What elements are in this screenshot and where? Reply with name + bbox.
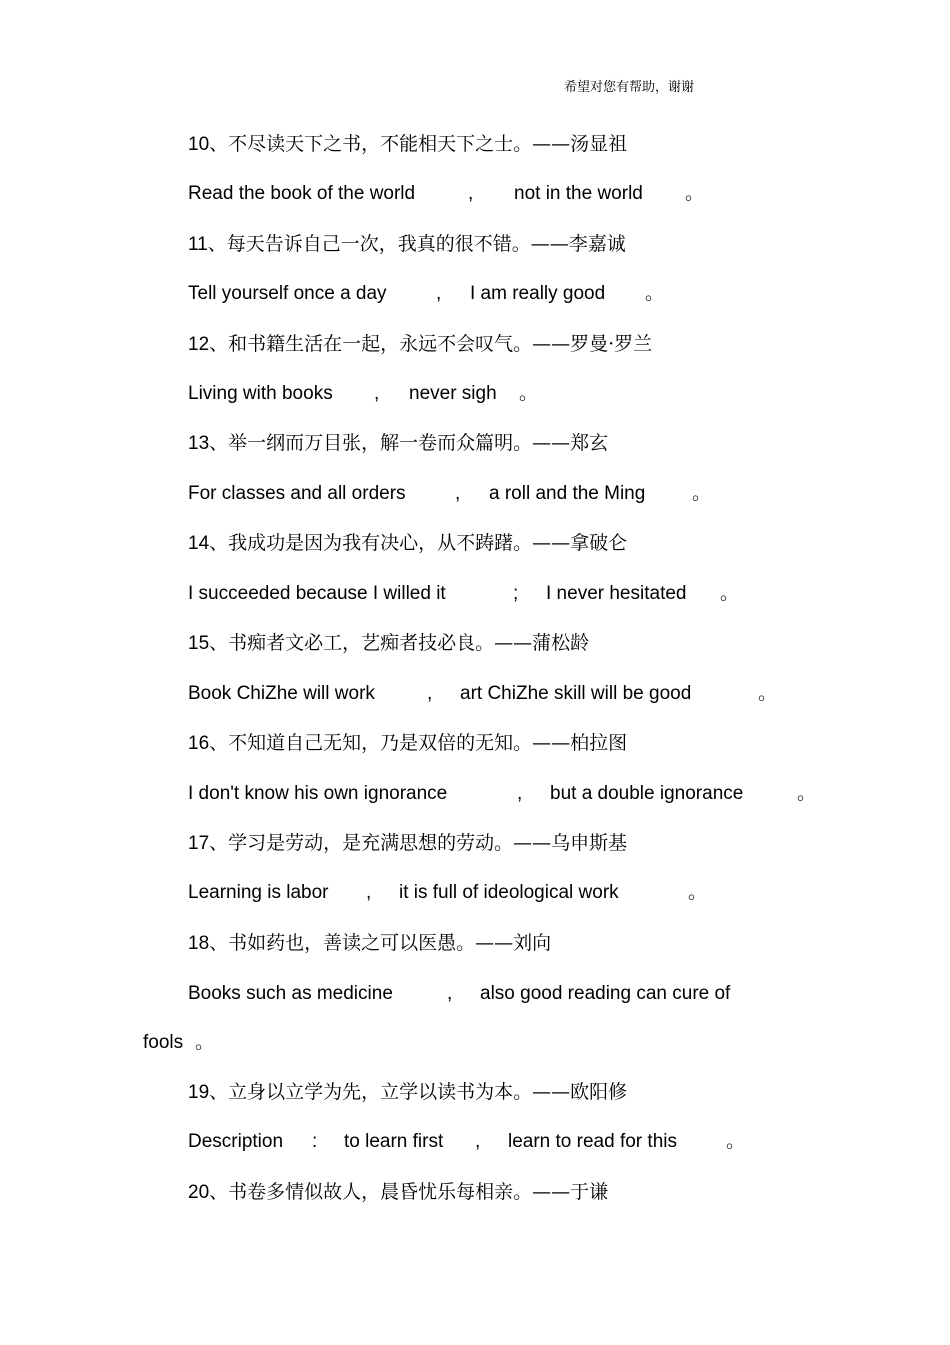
quote-15-english (188, 682, 777, 706)
end-mark: 。 (645, 283, 665, 304)
quote-text-zh: 、书痴者文必工，艺痴者技必良。——蒲松龄 (209, 632, 590, 654)
end-mark: 。 (688, 882, 708, 903)
quote-12-chinese (188, 332, 652, 357)
quote-19-english (188, 1130, 745, 1154)
quote-text-zh: 、我成功是因为我有决心，从不踌躇。——拿破仑 (209, 532, 628, 554)
quote-15-chinese (188, 631, 589, 656)
quote-16-english (188, 782, 816, 806)
quote-en-part-b: art ChiZhe skill will be good (460, 683, 692, 704)
quote-text-zh: 、和书籍生活在一起，永远不会叹气。——罗曼·罗兰 (209, 333, 653, 355)
quote-en-part-a: Read the book of the world (188, 183, 416, 204)
quote-number: 18 (188, 933, 210, 954)
quote-number: 16 (188, 733, 210, 754)
quote-11-english (188, 282, 664, 306)
separator: , (468, 183, 474, 204)
end-mark: 。 (726, 1131, 746, 1152)
quote-text-zh: 、举一纲而万目张，解一卷而众篇明。——郑玄 (209, 432, 609, 454)
separator: , (517, 783, 523, 804)
quote-en-part-a: Learning is labor (188, 882, 329, 903)
quote-text-zh: 、立身以立学为先，立学以读书为本。——欧阳修 (209, 1081, 628, 1103)
quote-text-zh: 、书卷多情似故人，晨昏忧乐每相亲。——于谦 (209, 1181, 609, 1203)
quote-text-zh: 、书如药也，善读之可以医愚。——刘向 (209, 932, 552, 954)
separator: ; (513, 583, 519, 604)
quote-number: 19 (188, 1082, 210, 1103)
page-header: 希望对您有帮助，谢谢 (564, 80, 695, 95)
end-mark: 。 (195, 1032, 215, 1053)
quote-en-part-b: not in the world (514, 183, 643, 204)
quote-14-chinese (188, 531, 627, 556)
quote-text-zh: 、不知道自己无知，乃是双倍的无知。——柏拉图 (209, 732, 628, 754)
end-mark: 。 (692, 483, 712, 504)
quote-13-english (188, 482, 711, 506)
quote-en-part-b: I never hesitated (546, 583, 687, 604)
quote-18-english-continued (143, 1031, 214, 1055)
quote-en-continuation: fools (143, 1032, 184, 1053)
quote-en-part-a: For classes and all orders (188, 483, 406, 504)
quote-10-english (188, 182, 704, 206)
quote-12-english (188, 382, 538, 406)
separator: , (436, 283, 442, 304)
quote-number: 11 (188, 234, 208, 255)
quote-en-part-b: also good reading can cure of (480, 983, 731, 1004)
end-mark: 。 (519, 383, 539, 404)
quote-text-zh: 、每天告诉自己一次，我真的很不错。——李嘉诚 (207, 233, 626, 255)
quote-en-part-b: never sigh (409, 383, 497, 404)
quote-14-english (188, 582, 739, 606)
separator: , (427, 683, 433, 704)
separator: , (475, 1131, 481, 1152)
quote-number: 10 (188, 134, 210, 155)
quote-17-chinese (188, 831, 627, 856)
quote-20-chinese (188, 1180, 608, 1205)
quote-en-part-a: Living with books (188, 383, 333, 404)
quote-en-part-a: Books such as medicine (188, 983, 393, 1004)
quote-17-english (188, 881, 707, 905)
quote-en-part-b: it is full of ideological work (399, 882, 619, 903)
quote-number: 20 (188, 1182, 210, 1203)
quote-en-part-b: I am really good (470, 283, 606, 304)
quote-11-chinese (188, 232, 626, 257)
separator: : (312, 1131, 318, 1152)
quote-18-english (188, 982, 730, 1006)
quote-en-part-a: I don't know his own ignorance (188, 783, 448, 804)
quote-16-chinese (188, 731, 627, 756)
quote-en-part-a: I succeeded because I willed it (188, 583, 446, 604)
separator: , (374, 383, 380, 404)
quote-19-chinese (188, 1080, 627, 1105)
separator: , (455, 483, 461, 504)
quote-number: 15 (188, 633, 210, 654)
separator: , (366, 882, 372, 903)
separator: , (447, 983, 453, 1004)
end-mark: 。 (685, 183, 705, 204)
quote-en-part-a: Description (188, 1131, 284, 1152)
quote-en-part-b: learn to read for this (508, 1131, 677, 1152)
quote-13-chinese (188, 431, 608, 456)
quote-en-part-b: but a double ignorance (550, 783, 744, 804)
end-mark: 。 (758, 683, 778, 704)
end-mark: 。 (720, 583, 740, 604)
quote-18-chinese (188, 931, 551, 956)
quote-text-zh: 、不尽读天下之书，不能相天下之士。——汤显祖 (209, 133, 628, 155)
quote-10-chinese (188, 132, 627, 157)
quote-en-part-a: Book ChiZhe will work (188, 683, 375, 704)
quote-text-zh: 、学习是劳动，是充满思想的劳动。——乌申斯基 (209, 832, 628, 854)
quote-en-part-b: a roll and the Ming (489, 483, 646, 504)
quote-number: 17 (188, 833, 210, 854)
quote-number: 12 (188, 334, 210, 355)
end-mark: 。 (797, 783, 817, 804)
quote-number: 14 (188, 533, 210, 554)
quote-en-part-a2: to learn first (344, 1131, 444, 1152)
quote-number: 13 (188, 433, 210, 454)
quote-en-part-a: Tell yourself once a day (188, 283, 387, 304)
